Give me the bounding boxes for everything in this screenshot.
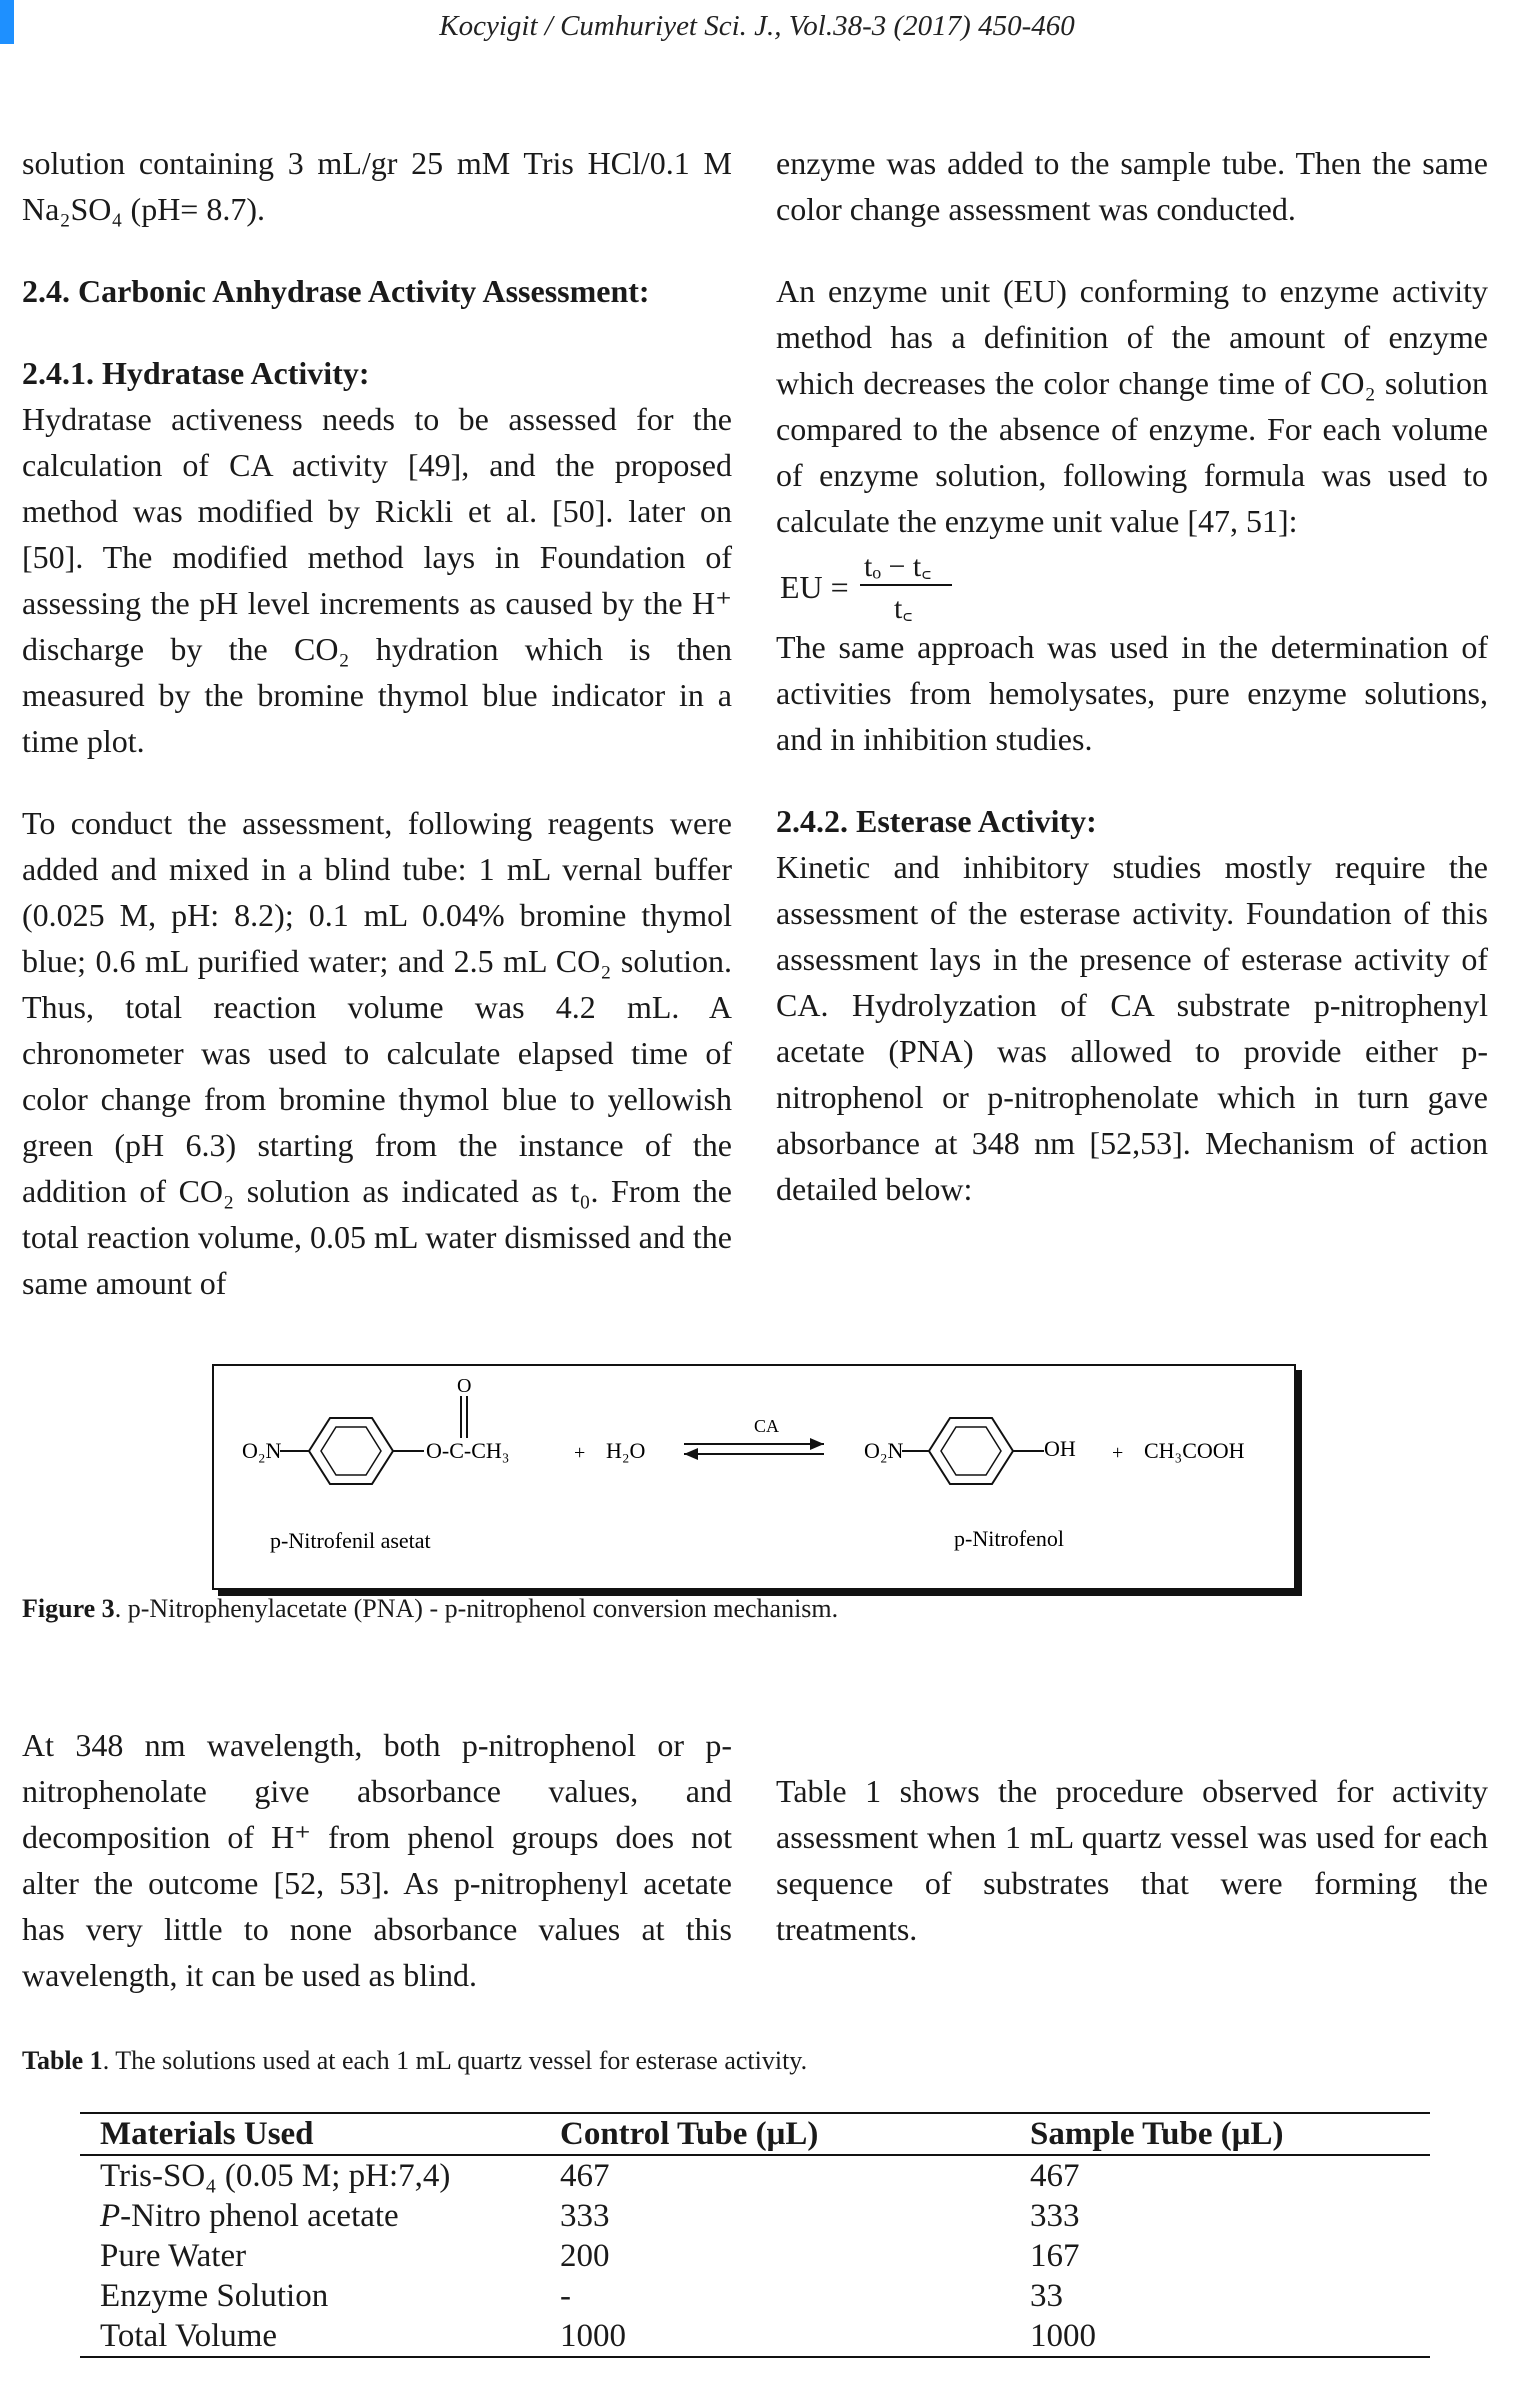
formula-denominator: t꜀ (894, 592, 913, 625)
cell-material: Total Volume (100, 2318, 278, 2354)
eu-formula (776, 544, 1488, 624)
cell-material (80, 2196, 540, 2236)
carbonyl-oxygen: O (457, 1375, 472, 1397)
cell-sample: 33 (1030, 2278, 1063, 2314)
water: H₂O (606, 1438, 646, 1463)
cell-control: - (560, 2278, 571, 2314)
section-heading-2-4: 2.4. Carbonic Anhydrase Activity Assessment: (22, 273, 650, 309)
hydratase-paragraph: Hydratase activeness needs to be assessed for the calculation of CA activity [49], and the proposed method was modified by Rickli et al. [50]. later on [50]. The modified method lays in Foundation of assessing the pH level increments as caused by the H⁺ discharge by the CO₂ hydration which is then measured by the bromine thymol blue indicator in a time plot. (22, 401, 732, 759)
reactant-o2n: O₂N (242, 1438, 282, 1463)
table-caption-text: . The solutions used at each 1 mL quartz vessel for esterase activity. (102, 2046, 808, 2075)
header-sample-tube: Sample Tube (μL) (1030, 2116, 1284, 2152)
table-row (80, 2316, 1430, 2357)
reactant-ester-group: O-C-CH₃ (426, 1438, 510, 1463)
cell-material: Tris-SO₄ (0.05 M; pH:7,4) (100, 2158, 451, 2194)
section-heading-2-4-1: 2.4.1. Hydratase Activity: (22, 355, 370, 391)
figure-3 (212, 1364, 1296, 1590)
conduct-paragraph: To conduct the assessment, following reagents were added and mixed in a blind tube: 1 mL vernal buffer (0.025 M, pH: 8.2); 0.1 mL 0.04% bromine thymol blue; 0.6 mL purified water; and 2.5 mL CO₂ solution. Thus, total reaction volume was 4.2 mL. A chronometer was used to calculate elapsed time of color change from bromine thymol blue to yellowish green (pH 6.3) starting from the instance of the addition of CO₂ solution as indicated as t₀. From the total reaction volume, 0.05 mL water dismissed and the same amount of (22, 805, 732, 1301)
table-header-row (80, 2113, 1430, 2155)
enzyme-unit-paragraph: An enzyme unit (EU) conforming to enzyme activity method has a definition of the amount of enzyme which decreases the color change time of CO₂ solution compared to the absence of enzyme. For each volume of enzyme solution, following formula was used to calculate the enzyme unit value [47, 51]: (776, 273, 1488, 539)
product-label: p-Nitrofenol (954, 1526, 1064, 1551)
section-heading-2-4-2: 2.4.2. Esterase Activity: (776, 803, 1097, 839)
wavelength-paragraph: At 348 nm wavelength, both p-nitrophenol or p-nitrophenolate give absorbance values, and decomposition of H⁺ from phenol groups does not alter the outcome [52, 53]. As p-nitrophenyl acetate has very little to none absorbance values at this wavelength, it can be used as blind. (22, 1727, 732, 1993)
esterase-paragraph: Kinetic and inhibitory studies mostly require the assessment of the esterase activity. Foundation of this assessment lays in the presence of esterase activity of CA. Hydrolyzation of CA substrate p-nitrophenyl acetate (PNA) was allowed to provide either p-nitrophenol or p-nitrophenolate which in turn gave absorbance at 348 nm [52,53]. Mechanism of action detailed below: (776, 849, 1488, 1207)
table-row (80, 2276, 1430, 2316)
product-o2n: O₂N (864, 1438, 904, 1463)
cell-control: 200 (560, 2238, 610, 2274)
table-1 (80, 2112, 1430, 2358)
plus-sign-2: + (1112, 1442, 1124, 1464)
running-head: Kocyigit / Cumhuriyet Sci. J., Vol.38-3 (2017) 450-460 (439, 10, 1075, 42)
figure-caption-text: . p-Nitrophenylacetate (PNA) - p-nitrophenol conversion mechanism. (114, 1594, 839, 1623)
right-lower-column (776, 1768, 1488, 1952)
figure-caption-label: Figure 3 (22, 1594, 115, 1623)
product-hydroxyl: OH (1044, 1436, 1076, 1461)
cell-sample: 333 (1030, 2198, 1080, 2234)
acetic-acid: CH₃COOH (1144, 1438, 1245, 1463)
table-row (80, 2236, 1430, 2276)
table-row (80, 2155, 1430, 2196)
catalyst-ca: CA (754, 1416, 780, 1436)
cell-sample: 1000 (1030, 2318, 1096, 2354)
formula-lhs: EU = (780, 569, 849, 605)
left-paragraph-1: solution containing 3 mL/gr 25 mM Tris HCl/0.1 M Na₂SO₄ (pH= 8.7). (22, 145, 732, 227)
figure-caption (22, 1594, 838, 1624)
header-materials: Materials Used (100, 2116, 314, 2152)
cell-control: 467 (560, 2158, 610, 2194)
plus-sign-1: + (574, 1442, 586, 1464)
formula-numerator: tₒ − t꜀ (864, 550, 932, 583)
left-column (22, 140, 732, 1306)
table-caption-label: Table 1 (22, 2046, 103, 2075)
cell-material: Pure Water (100, 2238, 247, 2274)
cell-control: 1000 (560, 2318, 626, 2354)
right-paragraph-1: enzyme was added to the sample tube. Then the same color change assessment was conducted. (776, 145, 1488, 227)
same-approach-paragraph: The same approach was used in the determination of activities from hemolysates, pure enzyme solutions, and in inhibition studies. (776, 629, 1488, 757)
table-intro-paragraph: Table 1 shows the procedure observed for activity assessment when 1 mL quartz vessel was used for each sequence of substrates that were forming the treatments. (776, 1773, 1488, 1947)
cell-sample: 467 (1030, 2158, 1080, 2194)
right-column (776, 140, 1488, 1212)
reactant-label: p-Nitrofenil asetat (270, 1528, 431, 1553)
italic-p: P (100, 2198, 121, 2234)
table-row (80, 2196, 1430, 2236)
material-text: -Nitro phenol acetate (120, 2198, 399, 2234)
cell-material: Enzyme Solution (100, 2278, 329, 2314)
cell-control: 333 (560, 2198, 610, 2234)
header-control-tube: Control Tube (μL) (560, 2116, 819, 2152)
cell-sample: 167 (1030, 2238, 1080, 2274)
table-caption (22, 2046, 807, 2076)
left-lower-column (22, 1722, 732, 1998)
